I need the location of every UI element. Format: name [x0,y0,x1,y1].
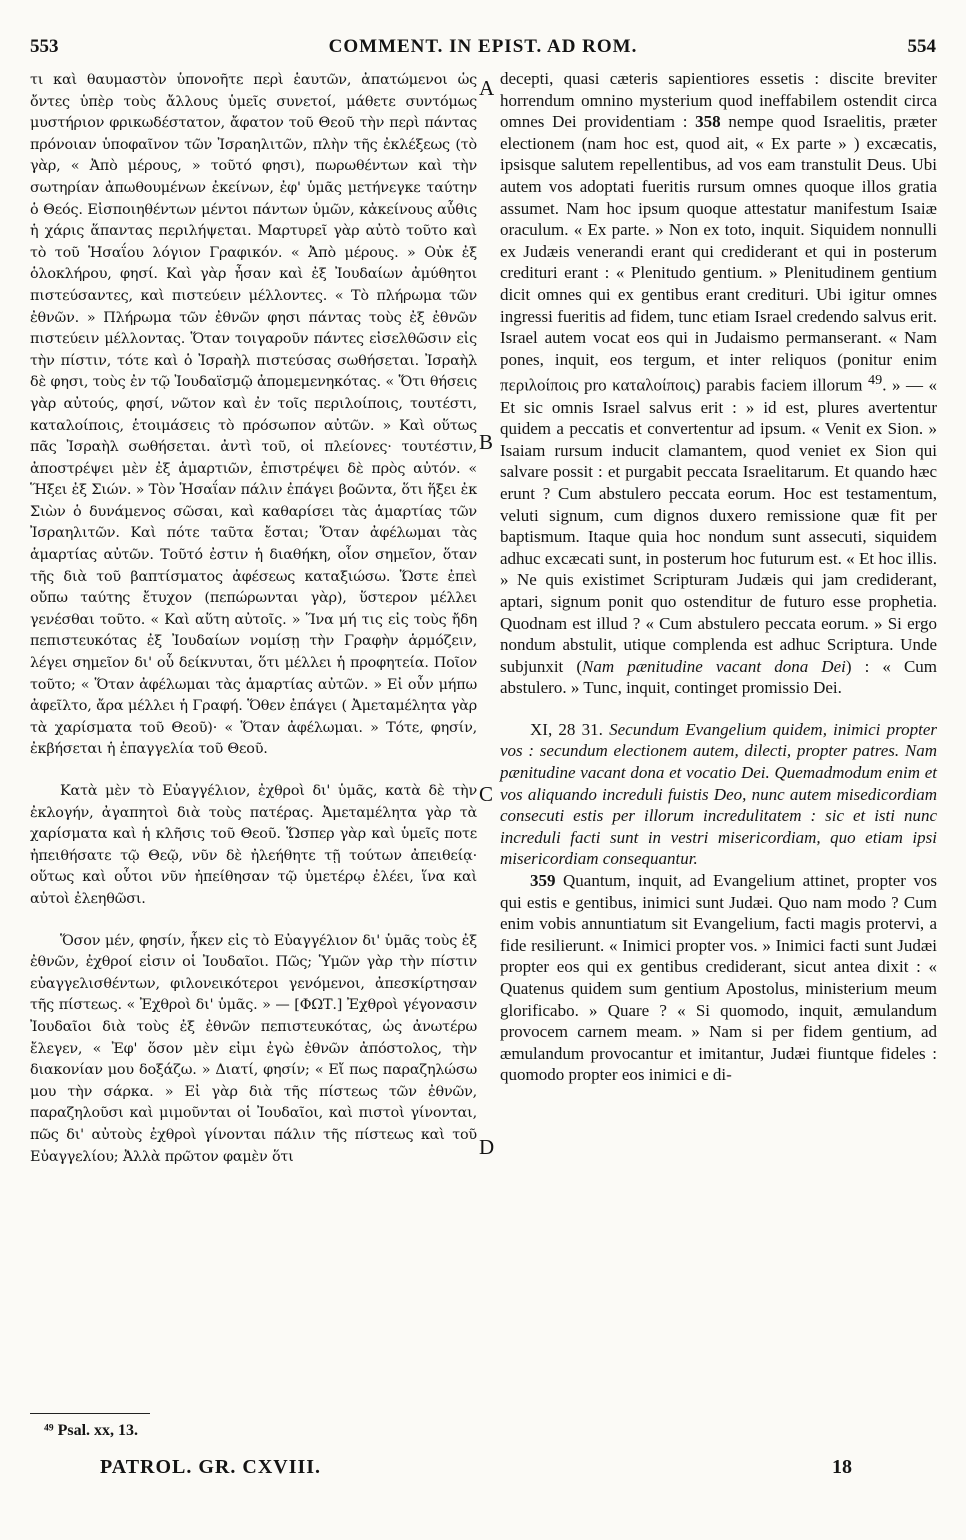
scripture-text-italic: Secundum Evangelium quidem, inimici propter vos : secundum electionem autem, dilecti, propter patres. Nam pænitudine vacant dona et vocatio Dei. Quemadmodum enim et vos aliquando increduli fuistis Deo, nunc autem misedicordiam consecuti estis per illorum incredulitatem : sic et isti nunc increduli facti sunt in vestri misericordiam, quo etiam ipsi misericordiam consequantur. [500,719,937,869]
footer-signature: 18 [832,1456,852,1478]
section-marker-a: A [479,76,495,100]
greek-paragraph-3: Ὅσον μέν, φησίν, ἧκεν εἰς τὸ Εὐαγγέλιον δι' ὑμᾶς τοὺς ἐξ ἐθνῶν, ἐχθροί εἰσιν οἱ Ἰουδαῖοι. Πῶς; Ὑμῶν γὰρ τὴν πίστιν εὐαγγελισθέντων, φιλονεικότεροι γενόμενοι, ἀπεσκίρτησαν τῆς πίστεως. « Ἐχθροὶ δι' ὑμᾶς. » — [ΦΩΤ.] Ἐχθροὶ γέγονασιν Ἰουδαῖοι διὰ τοὺς ἐξ ἐθνῶν πεπιστευκότας, ὡς ἀνωτέρω ἔλεγεν, « Ἐφ' ὅσον μὲν εἰμι ἐγὼ ἐθνῶν ἀπόστολος, τὴν διακονίαν μου δοξάζω. » Διατί, φησίν; « Εἴ πως παραζηλώσω μου τὴν σάρκα. » Εἰ γὰρ διὰ τῆς πίστεως τῶν ἐθνῶν, παραζηλοῦσι καὶ μιμοῦνται οἱ Ἰουδαῖοι, καὶ πιστοὶ γίνονται, πῶς δι' αὐτοὺς ἐχθροὶ γίνονται πάλιν τῆς πίστεως καὶ τοῦ Εὐαγγελίου; Ἀλλὰ πρῶτον φαμὲν ὅτι [30,932,477,1165]
greek-paragraph-2: Κατὰ μὲν τὸ Εὐαγγέλιον, ἐχθροὶ δι' ὑμᾶς, κατὰ δὲ τὴν ἐκλογήν, ἀγαπητοὶ διὰ τοὺς πατέρας. Ἀμεταμέλητα γὰρ τὰ χαρίσματα καὶ ἡ κλῆσις τοῦ Θεοῦ. Ὥσπερ γὰρ καὶ ὑμεῖς ποτε ἠπειθήσατε τῷ Θεῷ, νῦν δὲ ἠλεήθητε τῇ τούτων ἀπειθείᾳ· οὕτως καὶ οὗτοι νῦν ἠπείθησαν τῷ ὑμετέρῳ ἐλέει, ἵνα καὶ αὐτοὶ ἐλεηθῶσι. [30,783,477,907]
greek-paragraph-1: τι καὶ θαυμαστὸν ὑπονοῆτε περὶ ἑαυτῶν, ἀπατώμενοι ὡς ὄντες ὑπὲρ τοὺς ἄλλους ὑμεῖς συνετοί, μάθετε συντόμως μυστήριον φρικωδέστατον, ἄφατον τοῦ Θεοῦ τὴν περὶ πάντας πρόνοιαν ὑποφαῖνον τῶν Ἰσραηλιτῶν, πλὴν τῆς ἐκλέξεως (τὸ γὰρ, « Ἀπὸ μέρους, » τοῦτό φησι), πωρωθέντων καὶ τὴν σωτηρίαν ἀπωθουμένων ἐκείνων, ἐφ' ὑμᾶς μετήνεγκε ταύτην ὁ Θεός. Εἰσποιηθέντων μέντοι πάντων ὑμῶν, κἀκείνους αὖθις ἡ χάρις ἅπαντας περιλήψεται. Μαρτυρεῖ γὰρ αὐτὸ τοῦτο καὶ τὸ τοῦ Ἡσαΐου λόγιον Γραφικόν. « Ἀπὸ μέρους. » Οὐκ ἐξ ὁλοκλήρου, φησί. Καὶ γὰρ ἦσαν καὶ ἐξ Ἰουδαίων ἀμύθητοι πιστεύσαντες, καὶ πιστεύειν μέλλοντες. « Τὸ πλήρωμα τῶν ἐθνῶν. » Πλήρωμα τῶν ἐθνῶν φησι πάντας τοὺς ἐξ ἐθνῶν πιστεύειν μέλλοντας. Ὅταν τοιγαροῦν πάντες εἰσελθῶσιν εἰς τὴν πίστιν, τότε καὶ ὁ Ἰσραὴλ πιστεύσας σωθήσεται. Ἰσραὴλ δὲ φησι, τοὺς ἐν τῷ Ἰουδαϊσμῷ ἀπομεμενηκότας. « Ὅτι θήσεις γὰρ αὐτούς, φησί, νῶτον καὶ ἐν τοῖς περιλοίποις, τουτέστι, καταλοίποις, ἑτοιμάσεις τὸ πρόσωπον αὐτῶν. » Καὶ οὕτως πᾶς Ἰσραὴλ σωθήσεται. ἀντὶ τοῦ, οἱ πλείονες· τουτέστιν, ἀποστρέψει μὲν ἐξ ἁμαρτιῶν, ἐπιστρέψει δὲ πρὸς αὐτόν. « Ἥξει ἐξ Σιών. » Τὸν Ἡσαΐαν πάλιν ἐπάγει βοῶντα, ὅτι ἥξει ἐκ Σιὼν ὁ δυνάμενος σῶσαι, καὶ καθαρίσει τὰς ἁμαρτίας τῶν Ἰσραηλιτῶν. Καὶ πότε ταῦτα ἔσται; Ὅταν ἀφέλωμαι τὰς ἁμαρτίας αὐτῶν. Τοῦτό ἐστιν ἡ διαθήκη, οἷον σημεῖον, ὅταν τῆς διὰ τοῦ βαπτίσματος ἀφέσεως καταξιώσω. Ὥστε ἐπεὶ οὔπω ταύτης ἔτυχον (πεπώρωνται γὰρ), ὕστερον μέλλει γενέσθαι τοῦτο. « Καὶ αὕτη αὐτοῖς. » Ἵνα μή τις εἰς τοὺς ἤδη πεπιστευκότας ἐξ Ἰουδαίων νομίσῃ τὴν Γραφὴν ἁρμόζειν, λέγει σημεῖον δι' οὗ δείκνυται, ὅτι μέλλει ἡ προφητεία. Ποῖον τοῦτο; « Ὅταν ἀφέλωμαι τὰς ἁμαρτίας αὐτῶν. » Εἰ οὖν μήπω ἀφεῖλτο, ἄρα μέλλει ἡ Γραφή. Ὅθεν ἐπάγει ( Ἀμεταμέλητα γὰρ τὰ χαρίσματα τοῦ Θεοῦ)· « Ὅταν ἀφέλωμαι. » Τότε, φησίν, ἐκβήσεται ἡ ἐπαγγελία τοῦ Θεοῦ. [30,72,477,758]
latin-paragraph-2 [500,719,937,870]
latin-quote-italic: Nam pænitudine vacant dona Dei [582,656,846,676]
latin-text-3: Quantum, inquit, ad Evangelium attinet, propter vos qui estis e gentibus, inimici sunt Judæi. Quo nam modo ? Cum enim vobis annuntiatum sit Evangelium, facti magis protervi, a fide resilierunt. « Inimici propter vos. » Inimici facti sunt Judæi propter eos qui ex gentibus crediderant, sicut antea dixit : « Quatenus quidem sum gentium Apostolus, ministerium meum glorificabo. » Quare ? « Si quomodo, inquit, æmulandum provocem carnem meam. » Nam si per fidem gentium, ad æmulandum provocantur et imitantur, Judæi fiuntque fideles : quomodo propter eos inimici e di- [500,871,938,1085]
running-title: COMMENT. IN EPIST. AD ROM. [328,36,638,57]
footnote: ⁴⁹ Psal. xx, 13. [44,1422,139,1439]
footer-series: PATROL. GR. CXVIII. [100,1456,322,1478]
latin-text-1a: decepti, quasi cæteris sapientiores essetis : discite breviter horrendum omnino mysterium quod ineffabilem ostendit circa omnes Dei providentiam : [500,69,937,132]
section-marker-b: B [479,430,494,454]
footnote-reference: 49 [868,372,883,389]
section-marker-d: D [479,1135,495,1159]
page-number-right: 554 [907,36,936,57]
latin-text-1b: nempe quod Israelitis, præter electionem (nam hoc est, quod ait, « Ex parte » ) excæcatis, ipsisque salutem repellentibus, ad vos eam transtulit Deus. Ubi autem vos adoptati fueritis rursum omnes quoque illos gratia assumet. Nam hoc ipsum quoque attestatur manifestum Isaiæ oraculum. « Ex parte. » Non ex toto, inquit. Siquidem nonnulli ex Judæis venerandi erant qui crediderant et qui in posterum credituri erant : « Plenitudo gentium. » Plenitudinem gentium dicit omnes qui ex gentibus erant credituri. Ubi igitur omnes ingressi fueritis ad fidem, tunc etiam Israel credendo salvus erit. Israel autem vocat eos qui in Judaismo permanserant. « Nam pones, inquit, eos tergum, et inter reliquos (ponitur enim περιλοίποις pro καταλοίποις) parabis faciem illorum [500,112,938,395]
section-number-358: 358 [695,112,721,132]
footnote-rule [30,1413,150,1414]
page-header [30,36,936,60]
section-number-359: 359 [530,871,556,891]
section-marker-c: C [479,782,494,806]
latin-text-1c: . » — « Et sic omnis Israel salvus erit : » id est, plures avertentur quidem a peccatis et convertentur ad ipsum. « Venit ex Sion. » Isaiam rursum inducit clamantem, quod veniet ex Sion qui salvare possit : et purgabit peccata Israelitarum. Et quando hæc erunt ? Cum abstulero peccata eorum. Hoc est testamentum, veluti signum, cum dignos duxero remissione quæ fit per baptismum. Itaque quia hoc nondum sunt assecuti, siquidem adhuc excæcati sunt, in posterum hoc futurum est. « Et hoc illis. » Ne quis existimet Scripturam Judæis qui jam crediderant, aptari, signum ponit quo ostenditur de futuro esse prophetia. Quodnam est illud ? « Cum abstulero peccata eorum. » Si ergo nondum abstulit, utique complenda est adhuc Scriptura. Unde subjunxit ( [500,375,937,676]
page-number-left: 553 [30,36,59,57]
greek-column [30,70,477,1168]
latin-paragraph-1 [500,68,937,699]
scripture-reference: XI, 28 31. [530,719,603,739]
latin-column [500,68,937,1086]
latin-paragraph-3 [500,870,937,1086]
latin-text-1d: ) : « Cum abstulero. » Tunc, inquit, continget promissio Dei. [500,656,938,698]
